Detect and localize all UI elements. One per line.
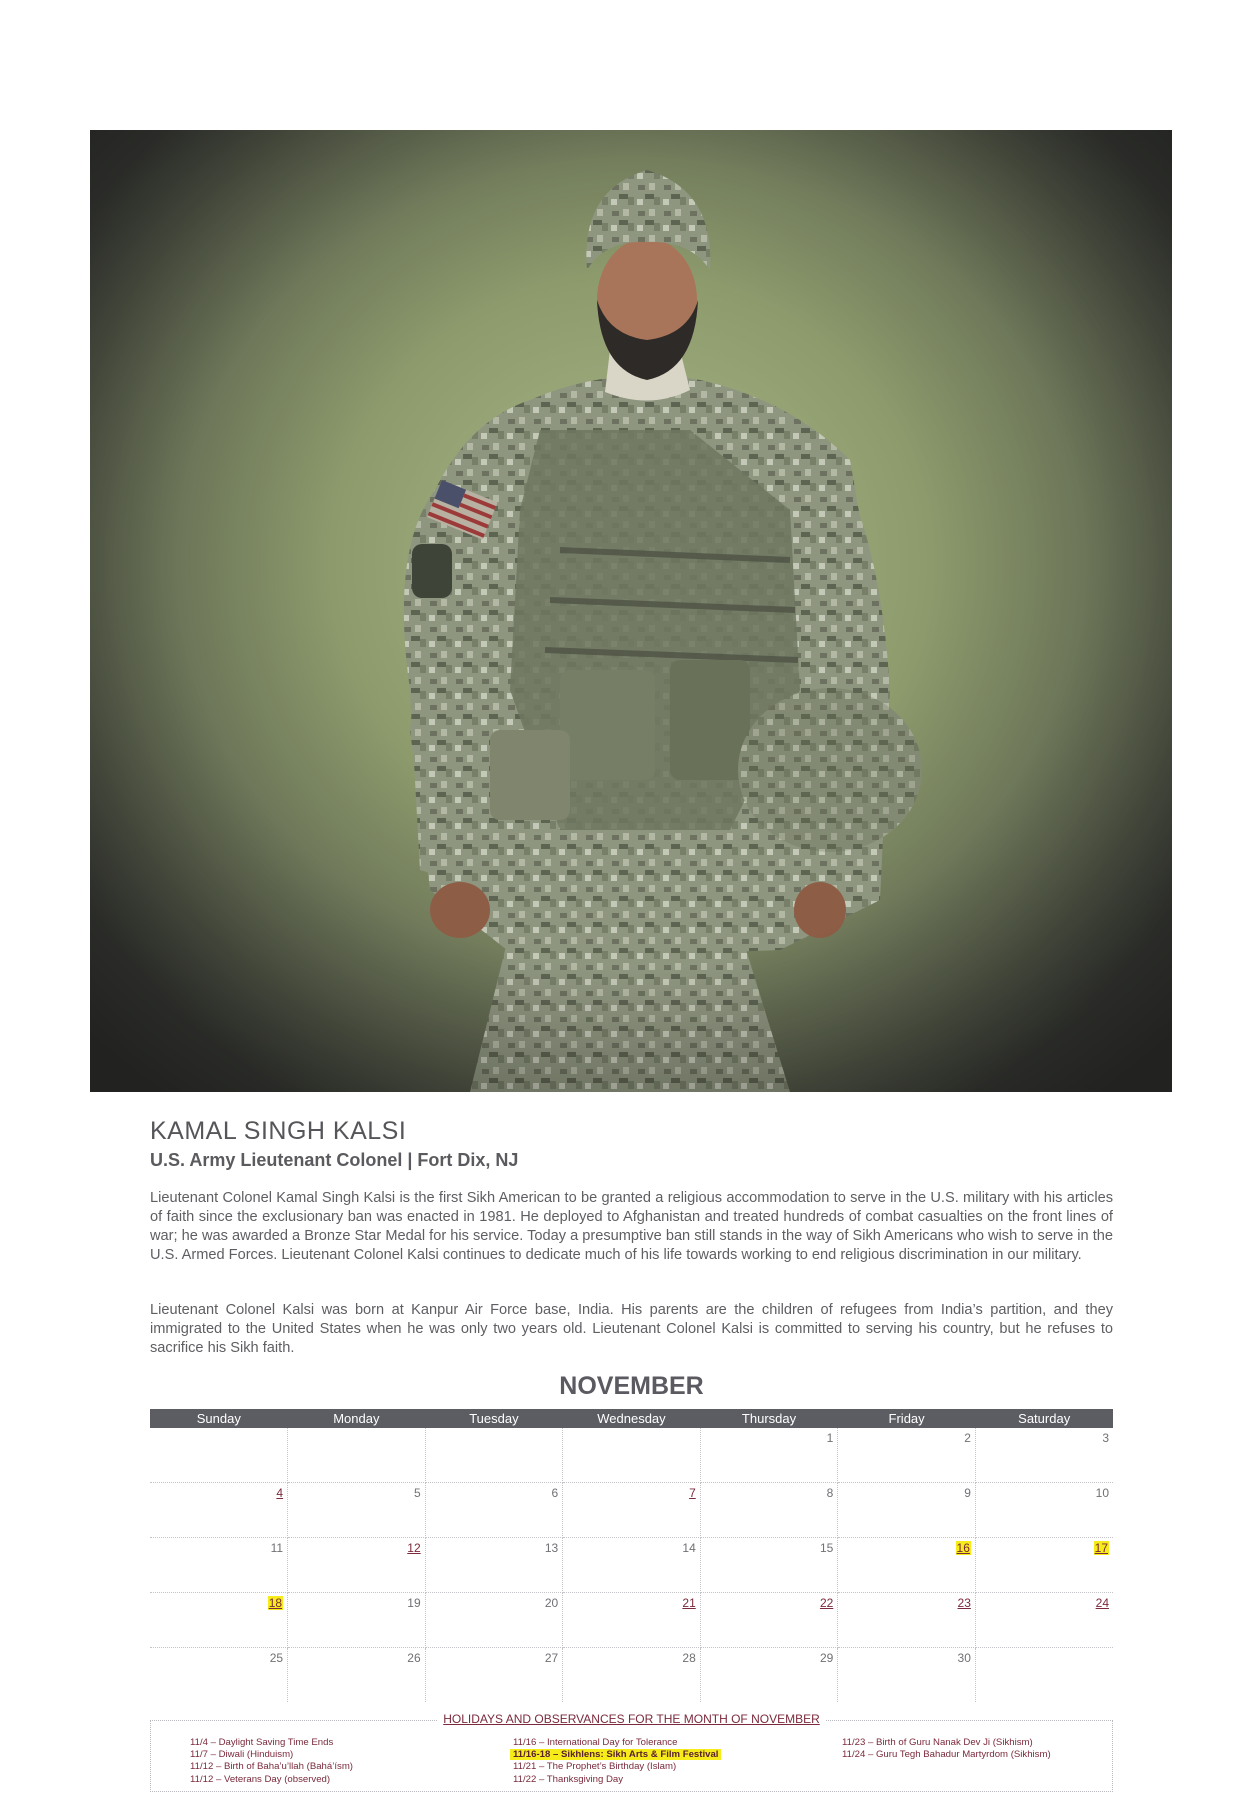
calendar-day-cell — [838, 1648, 976, 1703]
calendar-day-cell — [975, 1483, 1113, 1538]
holiday-item: 11/12 – Veterans Day (observed) — [190, 1773, 331, 1785]
calendar-day-number: 13 — [544, 1541, 559, 1555]
calendar-day-number: 30 — [957, 1651, 971, 1665]
calendar-day-number: 19 — [407, 1596, 421, 1610]
calendar-day-cell — [700, 1483, 838, 1538]
holiday-row — [190, 1761, 353, 1773]
holiday-item: 11/21 – The Prophet’s Birthday (Islam) — [513, 1761, 677, 1773]
calendar-day-number: 9 — [964, 1486, 971, 1500]
weekday-tuesday: Tuesday — [425, 1409, 563, 1428]
calendar-day-number[interactable]: 7 — [689, 1486, 696, 1500]
calendar-day-cell — [425, 1648, 563, 1703]
holiday-item: 11/23 – Birth of Guru Nanak Dev Ji (Sikhism) — [842, 1737, 1033, 1748]
calendar-day-cell — [975, 1428, 1113, 1483]
holiday-row — [513, 1761, 721, 1773]
calendar-day-cell — [150, 1593, 288, 1648]
calendar-day-cell — [838, 1428, 976, 1483]
calendar-week-row — [150, 1483, 1113, 1538]
calendar-day-cell — [975, 1538, 1113, 1593]
calendar-day-number: 27 — [544, 1651, 559, 1665]
holiday-row — [513, 1774, 721, 1786]
holiday-row — [190, 1774, 353, 1786]
portrait-photo — [90, 130, 1172, 1092]
holiday-row — [513, 1749, 721, 1761]
calendar-day-number[interactable]: 22 — [819, 1596, 834, 1610]
calendar-day-cell — [838, 1483, 976, 1538]
calendar-day-number: 6 — [551, 1486, 559, 1500]
calendar-day-number: 11 — [270, 1541, 284, 1555]
holiday-item: 11/24 – Guru Tegh Bahadur Martyrdom (Sikhism) — [842, 1749, 1051, 1761]
calendar-week-row — [150, 1648, 1113, 1703]
weekday-sunday: Sunday — [150, 1409, 288, 1428]
calendar-day-number: 2 — [964, 1431, 971, 1445]
calendar-empty-cell — [288, 1428, 426, 1483]
calendar-day-cell — [288, 1538, 426, 1593]
calendar-day-cell — [150, 1648, 288, 1703]
calendar-body — [150, 1428, 1113, 1702]
person-title-location: U.S. Army Lieutenant Colonel | Fort Dix, NJ — [150, 1150, 519, 1170]
soldier-illustration — [90, 130, 1172, 1092]
calendar-day-cell — [563, 1538, 701, 1593]
calendar-month-title: NOVEMBER — [559, 1372, 704, 1400]
weekday-monday: Monday — [288, 1409, 426, 1428]
calendar-day-cell — [700, 1593, 838, 1648]
calendar-day-number[interactable]: 4 — [276, 1486, 284, 1500]
holidays-column-2 — [513, 1737, 721, 1786]
calendar-day-number[interactable]: 16 — [956, 1541, 970, 1555]
calendar-day-number: 3 — [1102, 1431, 1109, 1445]
calendar-empty-cell — [425, 1428, 563, 1483]
holiday-row — [842, 1749, 1051, 1761]
calendar-day-number: 1 — [826, 1431, 834, 1445]
holiday-item: 11/22 – Thanksgiving Day — [513, 1773, 624, 1785]
calendar-day-number: 20 — [544, 1596, 559, 1610]
bio-paragraph-2: Lieutenant Colonel Kalsi was born at Kanpur Air Force base, India. His parents are the children of refugees from India’s partition, and they immigrated to the United States when he was only two years old. Lieutenant Colonel Kalsi is committed to serving his country, but he refuses to sacrifice his Sikh faith. — [150, 1302, 1113, 1356]
calendar-day-cell — [288, 1648, 426, 1703]
holiday-item: 11/4 – Daylight Saving Time Ends — [190, 1737, 334, 1748]
calendar-day-cell — [700, 1428, 838, 1483]
weekday-wednesday: Wednesday — [563, 1409, 701, 1428]
calendar-day-cell — [288, 1483, 426, 1538]
calendar-day-number: 10 — [1095, 1486, 1109, 1500]
calendar-empty-cell — [563, 1428, 701, 1483]
weekday-saturday: Saturday — [975, 1409, 1113, 1428]
calendar-day-number[interactable]: 23 — [957, 1596, 971, 1610]
calendar-week-row — [150, 1428, 1113, 1483]
person-name: KAMAL SINGH KALSI — [150, 1117, 407, 1145]
calendar-day-number: 29 — [819, 1651, 834, 1665]
holiday-item: 11/16-18 – Sikhlens: Sikh Arts & Film Festival — [510, 1749, 721, 1760]
holiday-row — [190, 1737, 353, 1749]
holiday-item: 11/12 – Birth of Baha’u’llah (Bahá’ísm) — [190, 1761, 354, 1773]
weekday-friday: Friday — [838, 1409, 976, 1428]
weekday-header-row — [150, 1409, 1113, 1428]
calendar-day-cell — [425, 1538, 563, 1593]
holiday-row — [842, 1737, 1051, 1749]
calendar-day-cell — [975, 1593, 1113, 1648]
holiday-row — [190, 1749, 353, 1761]
calendar-day-cell — [563, 1593, 701, 1648]
calendar-day-number: 26 — [407, 1651, 421, 1665]
holidays-column-1 — [190, 1737, 353, 1786]
calendar-day-number[interactable]: 12 — [407, 1541, 421, 1555]
calendar-empty-cell — [975, 1648, 1113, 1703]
calendar-day-cell — [563, 1648, 701, 1703]
holiday-item: 11/7 – Diwali (Hinduism) — [190, 1749, 294, 1761]
calendar-day-cell — [563, 1483, 701, 1538]
holidays-title — [150, 1712, 1113, 1726]
weekday-thursday: Thursday — [700, 1409, 838, 1428]
calendar-day-cell — [838, 1538, 976, 1593]
calendar-day-cell — [700, 1648, 838, 1703]
calendar-day-cell — [700, 1538, 838, 1593]
calendar-day-cell — [838, 1593, 976, 1648]
calendar-day-cell — [425, 1483, 563, 1538]
calendar-day-cell — [150, 1483, 288, 1538]
calendar-week-row — [150, 1593, 1113, 1648]
calendar-grid — [150, 1409, 1113, 1702]
calendar-day-cell — [425, 1593, 563, 1648]
calendar-day-cell — [288, 1593, 426, 1648]
calendar-day-number[interactable]: 21 — [682, 1596, 696, 1610]
calendar-day-number[interactable]: 18 — [268, 1596, 283, 1610]
calendar-day-cell — [150, 1538, 288, 1593]
holidays-column-3 — [842, 1737, 1051, 1761]
calendar-week-row — [150, 1538, 1113, 1593]
calendar-day-number: 25 — [269, 1651, 284, 1665]
bio-paragraph-1: Lieutenant Colonel Kamal Singh Kalsi is the first Sikh American to be granted a religious accommodation to serve in the U.S. military with his articles of faith since the exclusionary ban was enacted in 1981. He deployed to Afghanistan and treated hundreds of combat casualties on the front lines of war; he was awarded a Bronze Star Medal for his service. Today a presumptive ban still stands in the way of Sikh Americans who wish to serve in the U.S. Armed Forces. Lieutenant Colonel Kalsi continues to dedicate much of his life towards working to end religious discrimination in our military. — [150, 1190, 1113, 1263]
calendar-empty-cell — [150, 1428, 288, 1483]
calendar-day-number: 8 — [826, 1486, 834, 1500]
holiday-row — [513, 1737, 721, 1749]
calendar-day-number: 28 — [682, 1651, 696, 1665]
calendar-day-number: 14 — [682, 1541, 696, 1555]
calendar-day-number[interactable]: 24 — [1095, 1596, 1109, 1610]
calendar-day-number[interactable]: 17 — [1094, 1541, 1108, 1555]
holiday-item: 11/16 – International Day for Tolerance — [513, 1737, 678, 1748]
calendar-day-number: 15 — [819, 1541, 834, 1555]
holidays-title-text: HOLIDAYS AND OBSERVANCES FOR THE MONTH OF NOVEMBER — [437, 1712, 826, 1726]
calendar-day-number: 5 — [413, 1486, 421, 1500]
